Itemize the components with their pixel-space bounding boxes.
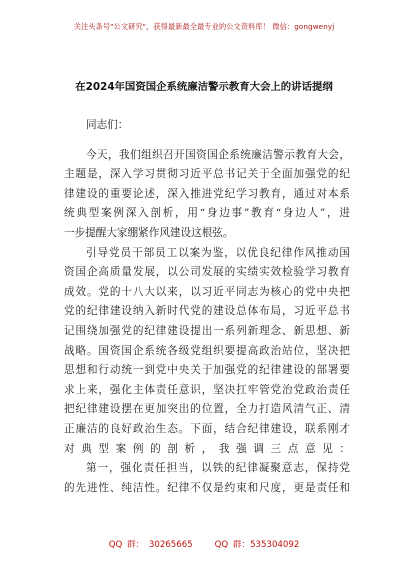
- paragraph-line: 战略。国资国企系统各级党组织要提高政治站位，坚决把: [64, 344, 350, 357]
- paragraph-line: 成效。党的十八大以来，以习近平同志为核心的党中央把: [64, 285, 350, 298]
- paragraph-line: 第一，强化责任担当，以铁的纪律凝聚意志，保持党: [86, 462, 350, 475]
- paragraph-line: 主题是，深入学习贯彻习近平总书记关于全面加强党的纪: [64, 168, 350, 181]
- paragraph-line: 引导党员干部员工以案为鉴，以优良纪律作风推动国: [86, 246, 350, 259]
- footer-contact: [0, 538, 408, 550]
- document-title: 在2024年国资国企系统廉洁警示教育大会上的讲话提纲: [75, 81, 333, 93]
- paragraph-line: 记围绕加强党的纪律建设提出一系列新理念、新思想、新: [64, 324, 350, 337]
- paragraph-line: 统典型案例深入剖析，用“身边事”教育“身边人”，进: [64, 207, 350, 220]
- footer-qq-group-2: QQ 群：535304092: [214, 540, 300, 550]
- paragraph-line: 求上来，强化主体责任意识，坚决扛牢管党治党政治责任: [64, 383, 350, 396]
- paragraph-line: 思想和行动统一到党中央关于加强党的纪律建设的部署要: [64, 364, 350, 377]
- footer-qq-group-1: QQ 群： 30265665: [108, 540, 193, 550]
- paragraph-line: 把纪律建设摆在更加突出的位置，全力打造风清气正、清: [64, 403, 350, 416]
- salutation: 同志们：: [86, 119, 129, 131]
- document-body: [64, 116, 350, 498]
- paragraph-line: 律建设的重要论述，深入推进党纪学习教育，通过对本系: [64, 187, 350, 200]
- paragraph-line: 对典型案例的剖析，我强调三点意见：: [64, 442, 350, 455]
- paragraph-line: 一步提醒大家绷紧作风建设这根弦。: [64, 226, 234, 239]
- header-banner: 关注头条号"公文研究"，获得最新最全最专业的公文资料库！ 微信：gongwenyj: [73, 22, 335, 31]
- paragraph-line: 正廉洁的良好政治生态。下面，结合纪律建设，联系刚才: [64, 422, 350, 435]
- paragraph-line: 的先进性、纯洁性。纪律不仅是约束和尺度，更是责任和: [64, 481, 350, 494]
- paragraph-line: 党的纪律建设纳入新时代党的建设总体布局，习近平总书: [64, 305, 350, 318]
- paragraph-line: 资国企高质量发展，以公司发展的实绩实效检验学习教育: [64, 266, 350, 279]
- paragraph-line: 今天，我们组织召开国资国企系统廉洁警示教育大会，: [86, 148, 350, 161]
